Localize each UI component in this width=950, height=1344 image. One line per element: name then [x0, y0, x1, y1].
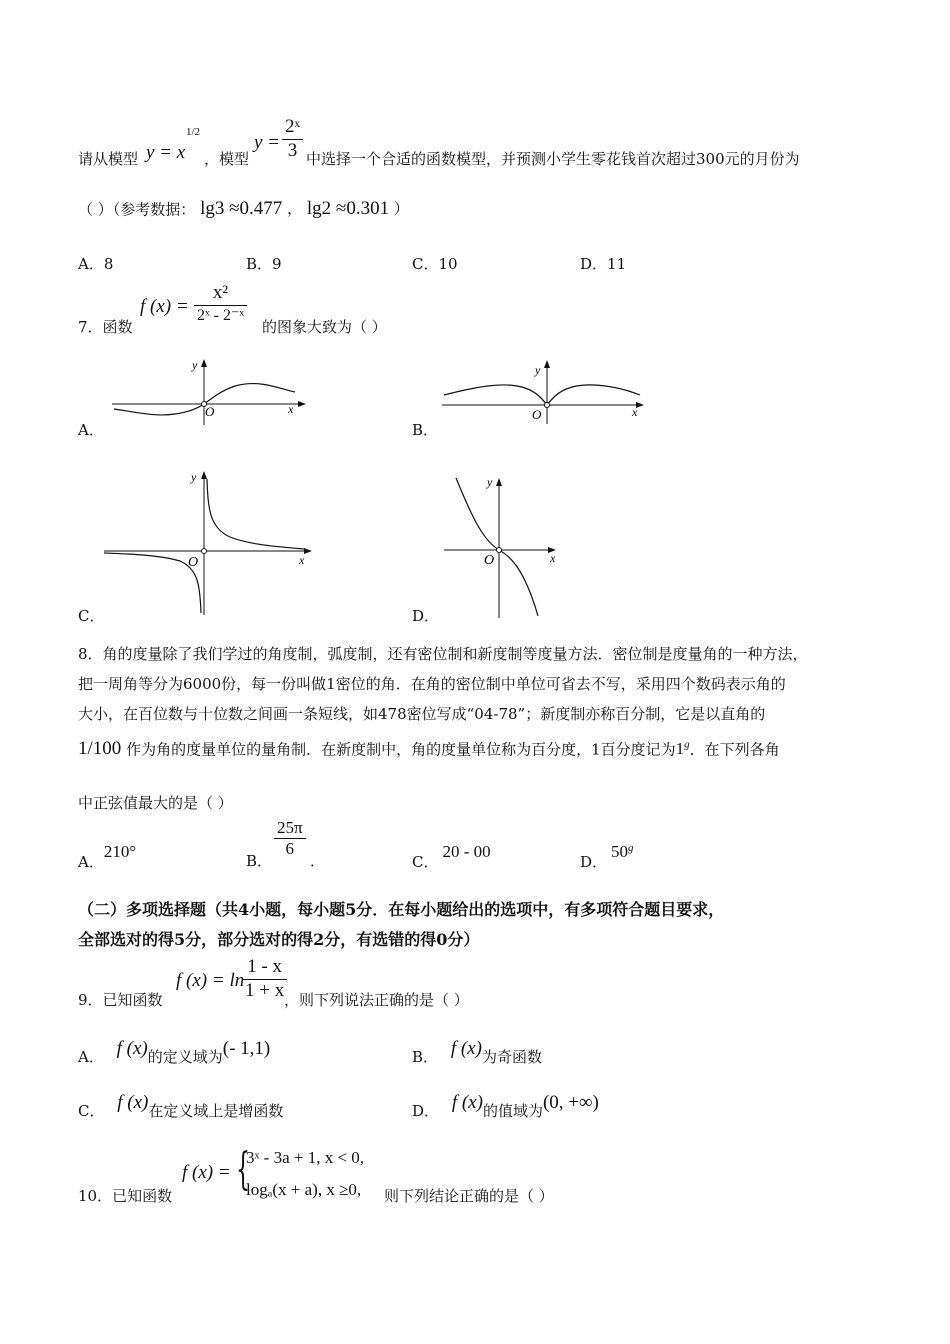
q7-option-b-label[interactable]: B．: [412, 421, 439, 439]
q7-f-num: x²: [194, 282, 247, 306]
q9-option-b-text: 为奇函数: [481, 1048, 542, 1066]
graph-a-y-arrow: [201, 359, 207, 367]
q8-option-b-den: 6: [285, 839, 295, 859]
graph-c-x-label: x: [299, 553, 305, 567]
graph-c-x-arrow: [304, 548, 312, 554]
q8-option-c-value: 20 - 00: [442, 842, 491, 861]
q6-paren: （ ）（参考数据：: [78, 200, 196, 219]
q8-option-a[interactable]: [78, 842, 137, 871]
q9-option-c-label: C．: [78, 1102, 105, 1120]
q8-line4-text: 作为角的度量单位的量角制．在新度制中，角的度量单位称为百分度，1百分度记为: [126, 740, 676, 759]
graph-d-y-label: y: [487, 475, 493, 489]
q8-option-d[interactable]: [580, 842, 634, 871]
q8-option-d-label: D．: [580, 853, 608, 871]
q8-line1: 8．角的度量除了我们学过的角度制，弧度制，还有密位制和新度制等度量方法．密位制是度量角的一种方法，: [78, 645, 808, 663]
q7-option-c-label[interactable]: C．: [78, 607, 105, 625]
q9-post: ，则下列说法正确的是（ ）: [284, 991, 469, 1009]
q8-line4: [78, 738, 780, 761]
q7-frac: [194, 282, 247, 325]
q8-line5: 中正弦值最大的是（ ）: [78, 794, 233, 812]
graph-a-x-label: x: [288, 402, 294, 416]
graph-c-curve-right: [207, 479, 305, 549]
q6-pre: 请从模型: [78, 150, 139, 168]
q8-option-b-dot: ．: [310, 852, 326, 870]
q6-model2-num: 2ˣ: [282, 116, 303, 140]
q8-option-d-value: 50: [611, 842, 629, 861]
q10-f-left: f (x) =: [182, 1162, 231, 1183]
q9-f-left: f (x) = ln: [176, 970, 245, 991]
q6-model2-left: y =: [254, 132, 281, 153]
q6-model2-den: 3: [287, 139, 298, 161]
graph-b-y-arrow: [544, 360, 550, 368]
graph-b-curve-left: [444, 385, 547, 405]
graph-d-x-label: x: [550, 551, 556, 565]
q7-graph-a[interactable]: [110, 355, 310, 430]
q9-num: 9．已知函数: [78, 991, 163, 1009]
q6-ref1: lg3 ≈0.477: [200, 198, 283, 219]
q9-option-a-text: 的定义域为: [147, 1048, 223, 1066]
q6-sep: ，: [287, 199, 303, 218]
q7-post: 的图象大致为（ ）: [262, 318, 387, 336]
graph-b-curve-right: [547, 385, 640, 405]
q9-option-a[interactable]: [78, 1038, 271, 1066]
graph-a-x-arrow: [298, 401, 306, 407]
graph-a-origin-label: O: [205, 404, 215, 419]
q8-line3: 大小，在百位数与十位数之间画一条短线，如478密位写成“04-78”；新度制亦称百分制，它是以直角的: [78, 705, 766, 723]
q6-option-c[interactable]: C．10: [412, 255, 458, 273]
q6-model2-frac: [282, 116, 303, 163]
q7-graph-b[interactable]: [440, 358, 650, 428]
graph-d-origin-label: O: [484, 553, 495, 568]
graph-a-y-label: y: [192, 358, 198, 372]
q8-option-b-frac: [274, 818, 306, 860]
q10-case2: logₐ(x + a), x ≥0,: [246, 1180, 362, 1199]
q8-option-c[interactable]: [412, 842, 491, 871]
q9-option-d-label: D．: [412, 1102, 440, 1120]
q9-frac: [242, 956, 287, 1003]
graph-b-origin-label: O: [532, 407, 542, 422]
graph-b-x-label: x: [632, 405, 638, 419]
q9-option-d-f: f (x): [451, 1092, 483, 1113]
q10-post: 则下列结论正确的是（ ）: [384, 1187, 554, 1205]
graph-c-y-arrow: [201, 471, 207, 479]
q8-option-a-label: A．: [78, 853, 104, 871]
q6-option-d[interactable]: D．11: [580, 255, 627, 273]
q7-option-d-label[interactable]: D．: [412, 607, 440, 625]
q7-option-a-label[interactable]: A．: [78, 421, 104, 439]
q7-f-den: 2ˣ - 2⁻ˣ: [197, 306, 245, 324]
q8-option-a-value: 210°: [103, 842, 137, 861]
q9-option-c[interactable]: [78, 1092, 284, 1120]
q9-option-c-f: f (x): [117, 1092, 149, 1113]
q6-ref2: lg2 ≈0.301: [306, 198, 390, 219]
q6-model1-exp: 1/2: [186, 126, 201, 138]
q6-option-a[interactable]: A．8: [78, 255, 114, 273]
q7-f-left: f (x) =: [140, 296, 189, 317]
graph-b-y-label: y: [535, 363, 541, 377]
graph-c-curve-left: [104, 553, 201, 613]
q8-line4-end: ．在下列各角: [689, 740, 780, 759]
q6-mid: ，模型: [204, 150, 250, 168]
q8-line4-sym: 1: [675, 739, 685, 759]
q7-graph-d[interactable]: [440, 470, 565, 620]
q9-option-a-label: A．: [78, 1048, 104, 1066]
q6-close: ）: [393, 199, 409, 218]
q9-option-d[interactable]: [412, 1092, 599, 1120]
q6-post: 中选择一个合适的函数模型，并预测小学生零花钱首次超过300元的月份为: [306, 150, 800, 168]
q6-model1: y = x: [146, 142, 186, 163]
graph-d-origin-dot: [497, 548, 502, 553]
section-heading-line1: （二）多项选择题（共4小题，每小题5分．在每小题给出的选项中，有多项符合题目要求，: [78, 900, 725, 919]
q9-option-d-value: (0, +∞): [542, 1092, 599, 1113]
q9-option-b-f: f (x): [450, 1038, 482, 1059]
q9-f-num: 1 - x: [242, 956, 287, 980]
q10-brace: {: [236, 1144, 250, 1195]
q8-line2: 把一周角等分为6000份，每一份叫做1密位的角．在角的密位制中单位可省去不写，采用四个数码表示角的: [78, 675, 786, 693]
graph-d-curve: [456, 478, 538, 616]
q6-ref-line: [78, 198, 409, 221]
q8-option-d-sup: g: [628, 842, 634, 854]
graph-c-origin-label: O: [188, 555, 199, 570]
q9-option-d-text: 的值域为: [482, 1102, 543, 1120]
section-heading-line2: 全部选对的得5分，部分选对的得2分，有选错的得0分）: [78, 930, 480, 949]
q8-option-b-num: 25π: [274, 818, 306, 839]
graph-d-y-arrow: [496, 478, 502, 486]
q8-option-c-label: C．: [412, 853, 439, 871]
q6-option-b[interactable]: B．9: [246, 255, 282, 273]
q10-case1: 3ˣ - 3a + 1, x < 0,: [246, 1148, 365, 1167]
q9-option-b[interactable]: [412, 1038, 542, 1066]
q9-option-a-f: f (x): [116, 1038, 148, 1059]
q9-f-den: 1 + x: [245, 979, 285, 1001]
q9-option-c-text: 在定义域上是增函数: [148, 1102, 284, 1120]
q8-line4-math: 1/100: [78, 738, 122, 759]
graph-c-origin-dot: [202, 549, 207, 554]
q9-option-b-label: B．: [412, 1048, 439, 1066]
q8-option-b-label: B．: [246, 852, 273, 870]
graph-c-y-label: y: [191, 470, 197, 484]
graph-b-origin-dot: [545, 403, 550, 408]
q8-line4-sup: g: [684, 738, 690, 751]
q7-graph-c[interactable]: [100, 465, 320, 620]
q9-option-a-value: (- 1,1): [222, 1038, 271, 1059]
q7-num: 7．函数: [78, 318, 133, 336]
q10-num: 10．已知函数: [78, 1187, 173, 1205]
